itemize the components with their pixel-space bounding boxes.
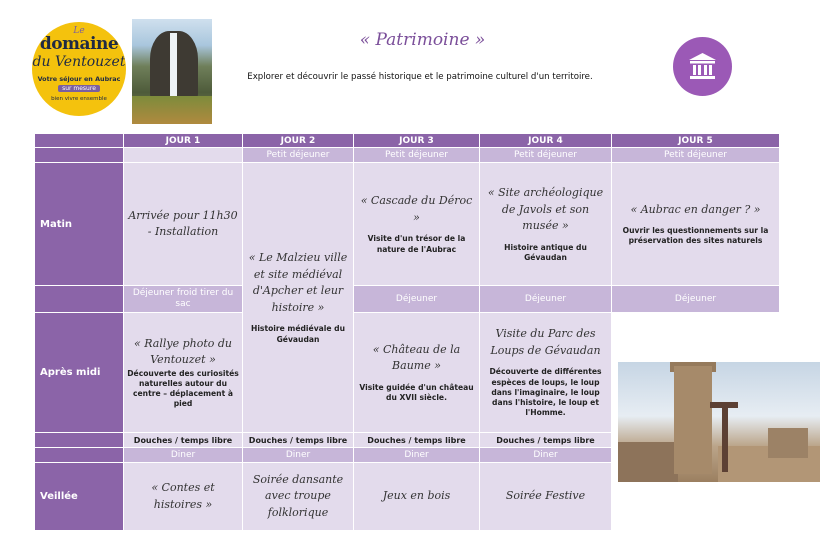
row-label-empty bbox=[35, 286, 124, 313]
morning-row bbox=[35, 163, 780, 286]
dinner-cell: Diner bbox=[480, 448, 612, 463]
museum-icon-glyph bbox=[687, 51, 718, 82]
tower-shape bbox=[674, 366, 712, 474]
afternoon-cell bbox=[124, 313, 243, 433]
activity-title: « Le Malzieu ville et site médiéval d'Apcher et leur histoire » bbox=[248, 251, 348, 314]
row-label-empty bbox=[35, 148, 124, 163]
showers-cell: Douches / temps libre bbox=[243, 433, 354, 448]
activity-desc: Ouvrir les questionnements sur la préservation des sites naturels bbox=[622, 226, 769, 246]
showers-cell: Douches / temps libre bbox=[124, 433, 243, 448]
row-label-empty bbox=[35, 448, 124, 463]
afternoon-cell bbox=[354, 313, 480, 433]
scaffold-shape bbox=[722, 402, 728, 472]
showers-cell: Douches / temps libre bbox=[480, 433, 612, 448]
dinner-cell: Diner bbox=[354, 448, 480, 463]
activity-title: Visite du Parc des Loups de Gévaudan bbox=[490, 327, 601, 357]
meadow-shape bbox=[132, 96, 212, 124]
activity-title: Jeux en bois bbox=[382, 489, 451, 503]
morning-cell bbox=[480, 163, 612, 286]
breakfast-cell: Petit déjeuner bbox=[354, 148, 480, 163]
lunch-row bbox=[35, 286, 780, 313]
activity-title: « Contes et histoires » bbox=[151, 481, 215, 511]
lunch-cell: Déjeuner froid tirer du sac bbox=[124, 286, 243, 313]
logo-sejour: Votre séjour en Aubrac bbox=[37, 75, 121, 83]
row-label-veillee: Veillée bbox=[35, 463, 124, 531]
day-header: JOUR 5 bbox=[612, 134, 780, 148]
lunch-cell: Déjeuner bbox=[480, 286, 612, 313]
activity-title: « Site archéologique de Javols et son musée » bbox=[487, 186, 604, 232]
breakfast-cell: Petit déjeuner bbox=[243, 148, 354, 163]
corner-cell bbox=[35, 134, 124, 148]
activity-title: « Rallye photo du Ventouzet » bbox=[134, 336, 232, 366]
dinner-cell: Diner bbox=[124, 448, 243, 463]
row-label-empty bbox=[35, 433, 124, 448]
activity-desc: Histoire antique du Gévaudan bbox=[504, 242, 587, 262]
morning-cell bbox=[124, 163, 243, 286]
day-header: JOUR 2 bbox=[243, 134, 354, 148]
page-subtitle: Explorer et découvrir le passé historique et le patrimoine culturel d'un territoire. bbox=[247, 72, 593, 82]
castle-ruins-photo bbox=[618, 362, 820, 482]
activity-desc: Découverte des curiosités naturelles autour du centre – déplacement à pied bbox=[127, 368, 239, 409]
logo-domaine: domaine bbox=[39, 34, 119, 54]
evening-cell bbox=[243, 463, 354, 531]
lunch-cell: Déjeuner bbox=[354, 286, 480, 313]
evening-cell bbox=[480, 463, 612, 531]
afternoon-cell bbox=[480, 313, 612, 433]
activity-title: Soirée Festive bbox=[505, 489, 586, 503]
logo-du-ventouzet: du Ventouzet bbox=[32, 54, 126, 70]
activity-title: « Aubrac en danger ? » bbox=[630, 202, 761, 216]
day-header: JOUR 4 bbox=[480, 134, 612, 148]
dinner-cell: Diner bbox=[243, 448, 354, 463]
activity-desc: Visite d'un trésor de la nature de l'Aubrac bbox=[367, 234, 466, 254]
activity-title: Arrivée pour 11h30 - Installation bbox=[128, 208, 238, 238]
evening-cell bbox=[354, 463, 480, 531]
row-label-apres-midi: Après midi bbox=[35, 313, 124, 433]
museum-icon bbox=[673, 37, 732, 96]
logo-mesure: sur mesure bbox=[58, 85, 100, 92]
activity-desc: Visite guidée d'un château du XVII siècle. bbox=[359, 382, 474, 402]
evening-cell bbox=[124, 463, 243, 531]
waterfall-shape bbox=[170, 33, 177, 99]
ruin-wall-shape bbox=[768, 428, 808, 458]
scaffold-shape bbox=[710, 402, 738, 408]
breakfast-cell: Petit déjeuner bbox=[612, 148, 780, 163]
morning-cell bbox=[612, 163, 780, 286]
activity-title: « Château de la Baume » bbox=[372, 342, 461, 373]
showers-cell: Douches / temps libre bbox=[354, 433, 480, 448]
activity-desc: Histoire médiévale du Gévaudan bbox=[250, 324, 346, 344]
logo-le: Le bbox=[73, 26, 85, 36]
row-label-matin: Matin bbox=[35, 163, 124, 286]
day-header: JOUR 1 bbox=[124, 134, 243, 148]
breakfast-cell: Petit déjeuner bbox=[480, 148, 612, 163]
activity-desc: Découverte de différentes espèces de loups, le loup dans l'imaginaire, le loup dans l'histoire, le loup et l'Homme. bbox=[489, 367, 602, 418]
logo-vivre: bien vivre ensemble bbox=[51, 96, 107, 102]
day-header: JOUR 3 bbox=[354, 134, 480, 148]
lunch-cell: Déjeuner bbox=[612, 286, 780, 313]
breakfast-row bbox=[35, 148, 780, 163]
activity-title: « Cascade du Déroc » bbox=[360, 194, 473, 224]
activity-title: Soirée dansante avec troupe folklorique bbox=[252, 472, 344, 519]
page-title: « Patrimoine » bbox=[359, 30, 486, 50]
ruin-wall-shape bbox=[618, 442, 678, 482]
domaine-du-ventouzet-logo bbox=[32, 22, 126, 116]
breakfast-cell bbox=[124, 148, 243, 163]
morning-merged-cell bbox=[243, 163, 354, 433]
morning-cell bbox=[354, 163, 480, 286]
day-header-row bbox=[35, 134, 780, 148]
